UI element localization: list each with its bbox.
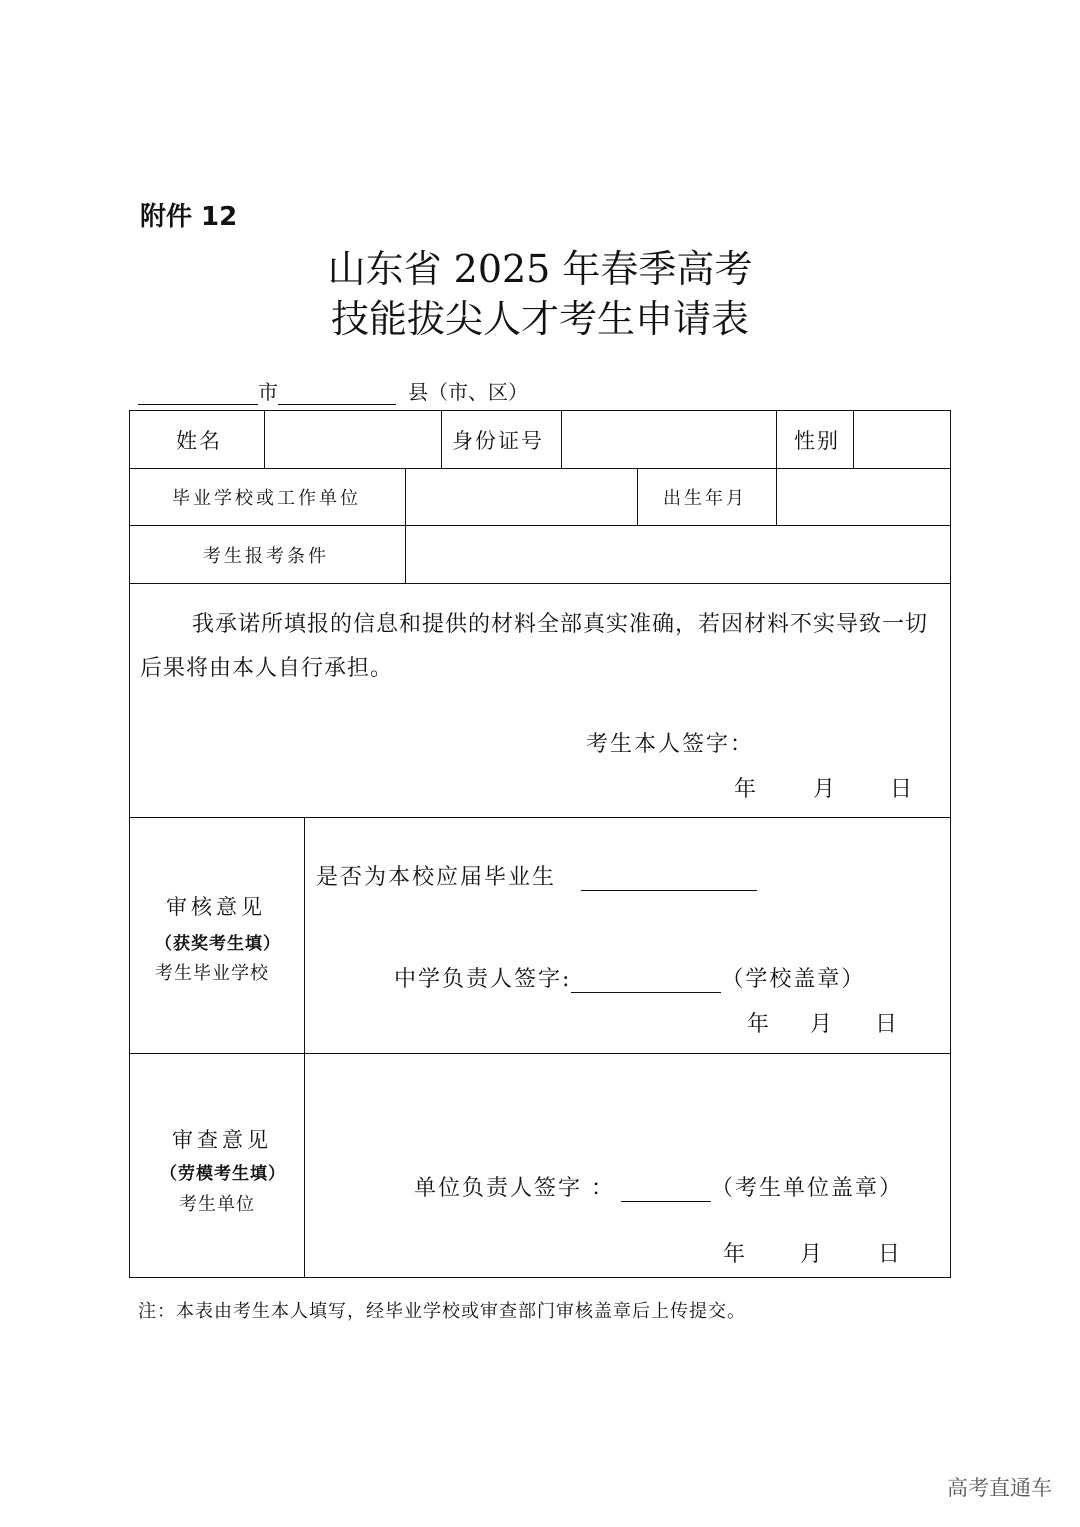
review-year: 年 <box>747 1012 772 1037</box>
inspect-unit-label: 考生单位 <box>179 1194 255 1215</box>
name-label: 姓名 <box>176 429 222 453</box>
col-divider <box>304 817 305 1277</box>
unit-signature-label: 单位负责人签字 ： <box>414 1176 615 1201</box>
col-divider <box>776 411 777 468</box>
condition-field[interactable] <box>407 527 949 581</box>
fresh-graduate-blank[interactable] <box>581 868 757 891</box>
row-divider <box>130 468 950 469</box>
inspect-label: 审查意见 <box>172 1128 272 1152</box>
school-field[interactable] <box>407 470 635 523</box>
school-seal-label: （学校盖章） <box>721 967 866 992</box>
unit-seal-label: （考生单位盖章） <box>711 1176 904 1201</box>
birth-label: 出生年月 <box>663 488 747 509</box>
col-divider <box>264 411 265 468</box>
city-blank[interactable] <box>138 382 258 405</box>
student-signature-label: 考生本人签字： <box>586 732 755 757</box>
row-divider <box>130 525 950 526</box>
id-number-field[interactable] <box>563 413 774 466</box>
row-divider <box>130 583 950 584</box>
col-divider <box>637 468 638 525</box>
pledge-text: 我承诺所填报的信息和提供的材料全部真实准确，若因材料不实导致一切后果将由本人自行承担。 <box>140 612 929 681</box>
school-signature-line <box>394 962 865 993</box>
inspect-day: 日 <box>878 1242 903 1267</box>
pledge-day: 日 <box>890 777 915 802</box>
review-label: 审核意见 <box>166 895 266 919</box>
row-divider <box>130 1053 950 1054</box>
col-divider <box>561 411 562 468</box>
review-sublabel: （获奖考生填） <box>155 934 281 954</box>
school-signature-blank[interactable] <box>571 970 721 993</box>
col-divider <box>776 468 777 525</box>
gender-field[interactable] <box>855 413 949 466</box>
pledge-year: 年 <box>734 777 759 802</box>
page-title-line1: 山东省 2025 年春季高考 <box>327 247 753 291</box>
attachment-label: 附件 12 <box>140 202 238 232</box>
unit-signature-line <box>414 1171 903 1202</box>
col-divider <box>441 411 442 468</box>
review-month: 月 <box>810 1012 835 1037</box>
col-divider <box>853 411 854 468</box>
row-divider <box>130 817 950 818</box>
county-suffix: 县（市、区） <box>408 380 528 404</box>
footnote: 注：本表由考生本人填写，经毕业学校或审查部门审核盖章后上传提交。 <box>138 1301 746 1322</box>
region-line <box>138 376 528 404</box>
pledge-month: 月 <box>813 777 838 802</box>
school-signature-label: 中学负责人签字: <box>394 967 572 992</box>
condition-label: 考生报考条件 <box>203 546 329 567</box>
review-day: 日 <box>875 1012 900 1037</box>
name-field[interactable] <box>266 413 439 466</box>
inspect-month: 月 <box>800 1242 825 1267</box>
inspect-year: 年 <box>723 1242 748 1267</box>
school-label: 毕业学校或工作单位 <box>172 488 361 509</box>
gender-label: 性别 <box>794 429 840 453</box>
review-school-label: 考生毕业学校 <box>155 963 269 984</box>
inspect-sublabel: （劳模考生填） <box>160 1164 286 1184</box>
birth-field[interactable] <box>778 470 949 523</box>
unit-signature-blank[interactable] <box>621 1179 711 1202</box>
col-divider <box>405 468 406 583</box>
watermark: 高考直通车 <box>947 1476 1052 1500</box>
city-suffix: 市 <box>258 380 278 404</box>
county-blank[interactable] <box>278 382 396 405</box>
application-form <box>129 410 951 1278</box>
fresh-graduate-question-text: 是否为本校应届毕业生 <box>316 865 557 890</box>
page-title-line2: 技能拔尖人才考生申请表 <box>330 297 749 341</box>
fresh-graduate-question <box>316 860 757 891</box>
id-number-label: 身份证号 <box>452 429 544 453</box>
